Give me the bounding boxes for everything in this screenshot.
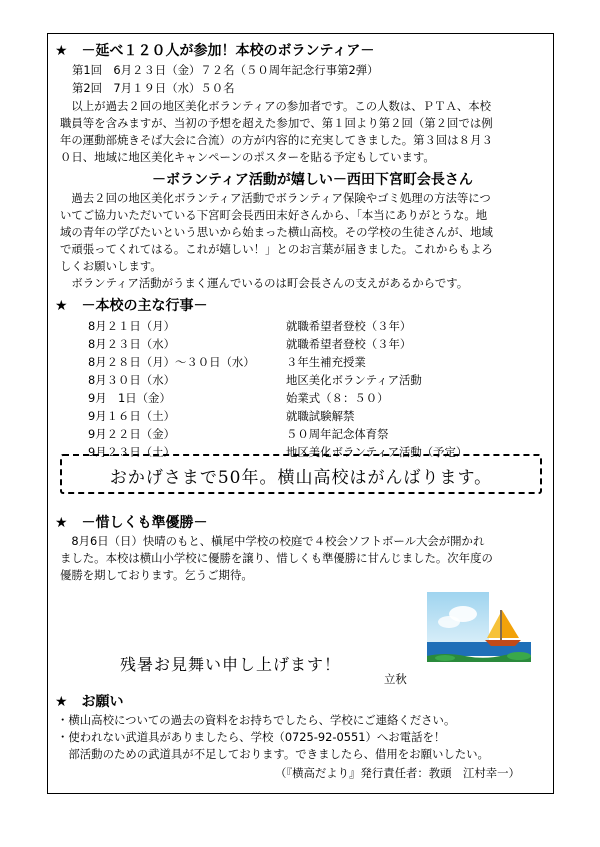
event-name: 始業式（８：５０） <box>286 391 389 405</box>
event-date: 8月２１日（月） <box>88 319 175 333</box>
slogan-text: おかげさまで50年。横山高校はがんばります。 <box>109 468 493 488</box>
request-line-1: ・横山高校についての過去の資料をお持ちでしたら、学校にご連絡ください。 <box>57 713 456 727</box>
sec4-para-3: 優勝を期しております。乞うご期待。 <box>60 568 253 582</box>
event-name: 地区美化ボランティア活動（予定） <box>286 445 468 459</box>
event-name: ３年生補充授業 <box>286 355 366 369</box>
sec3-title: ★ －本校の主な行事－ <box>55 298 208 314</box>
sec2-para-2: いてご協力いただいている下宮町会長西田末好さんから、「本当にありがとうな。地 <box>60 208 488 222</box>
slogan-banner <box>60 454 542 494</box>
request-line-3: 部活動のための武道具が不足しております。できましたら、借用をお願いしたい。 <box>57 747 489 761</box>
sec1-line2: 第2回 7月１９日（水）５０名 <box>72 81 235 95</box>
event-name: ５０周年記念体育祭 <box>286 427 389 441</box>
sec2-title: －ボランティア活動が嬉しい－西田下宮町会長さん <box>152 172 473 188</box>
season-label: 立秋 <box>384 672 407 686</box>
sec1-para-2: 職員等を含みますが、当初の予想を超えた参加で、第１回より第２回（第２回では例 <box>60 116 493 130</box>
sec2-para-3: 域の青年の学びたいという思いから始まった横山高校。その学校の生徒さんが、地域 <box>60 225 493 239</box>
sec1-para-3: 年の運動部焼きそば大会に合流）の方が内容的に充実してきました。第３回は８月３ <box>60 133 493 147</box>
sec1-para-1: 以上が過去２回の地区美化ボランティアの参加者です。この人数は、ＰＴＡ、本校 <box>60 99 492 113</box>
event-date: 9月 1日（金） <box>88 391 171 405</box>
sec2-para-5: しくお願いします。 <box>60 259 162 273</box>
event-name: 地区美化ボランティア活動 <box>286 373 422 387</box>
sec4-para-2: ました。本校は横山小学校に優勝を譲り、惜しくも準優勝に甘んじました。次年度の <box>60 551 493 565</box>
sec1-para-4: ０日、地域に地区美化キャンペーンのポスターを貼る予定もしています。 <box>60 150 435 164</box>
event-name: 就職希望者登校（３年） <box>286 319 412 333</box>
footer-credit: （『横高だより』発行責任者：教頭 江村幸一） <box>275 766 520 780</box>
sec4-para-1: 8月6日（日）快晴のもと、槇尾中学校の校庭で４校会ソフトボール大会が開かれ <box>60 534 485 548</box>
sec2-para-6: ボランティア活動がうまく運んでいるのは町会長さんの支えがあるからです。 <box>60 276 469 290</box>
sec4-title: ★ －惜しくも準優勝－ <box>55 515 208 531</box>
sailboat-illustration-icon <box>425 592 535 667</box>
sec1-line1: 第1回 6月２３日（金）７２名（５０周年記念行事第2弾） <box>72 63 379 77</box>
event-date: 8月２８日（月）～３０日（水） <box>88 355 255 369</box>
event-date: 9月２２日（金） <box>88 427 175 441</box>
event-date: 9月１６日（土） <box>88 409 175 423</box>
sec5-title: ★ お願い <box>55 694 124 710</box>
event-date: 8月２３日（水） <box>88 337 175 351</box>
request-line-2: ・使われない武道具がありましたら、学校（0725-92-0551）へお電話を！ <box>57 730 446 744</box>
event-name: 就職試験解禁 <box>286 409 355 423</box>
event-date: 9月２３日（土） <box>88 445 175 459</box>
event-date: 8月３０日（水） <box>88 373 175 387</box>
sec2-para-4: で頑張ってくれてはる。これが嬉しい！」とのお言葉が届きました。これからもよろ <box>60 242 493 256</box>
sec1-title: ★ －延べ１２０人が参加！本校のボランティア－ <box>55 43 375 59</box>
summer-greeting: 残暑お見舞い申し上げます！ <box>120 655 342 674</box>
event-name: 就職希望者登校（３年） <box>286 337 412 351</box>
sec2-para-1: 過去２回の地区美化ボランティア活動でボランティア保険やゴミ処理の方法等につ <box>60 191 491 205</box>
